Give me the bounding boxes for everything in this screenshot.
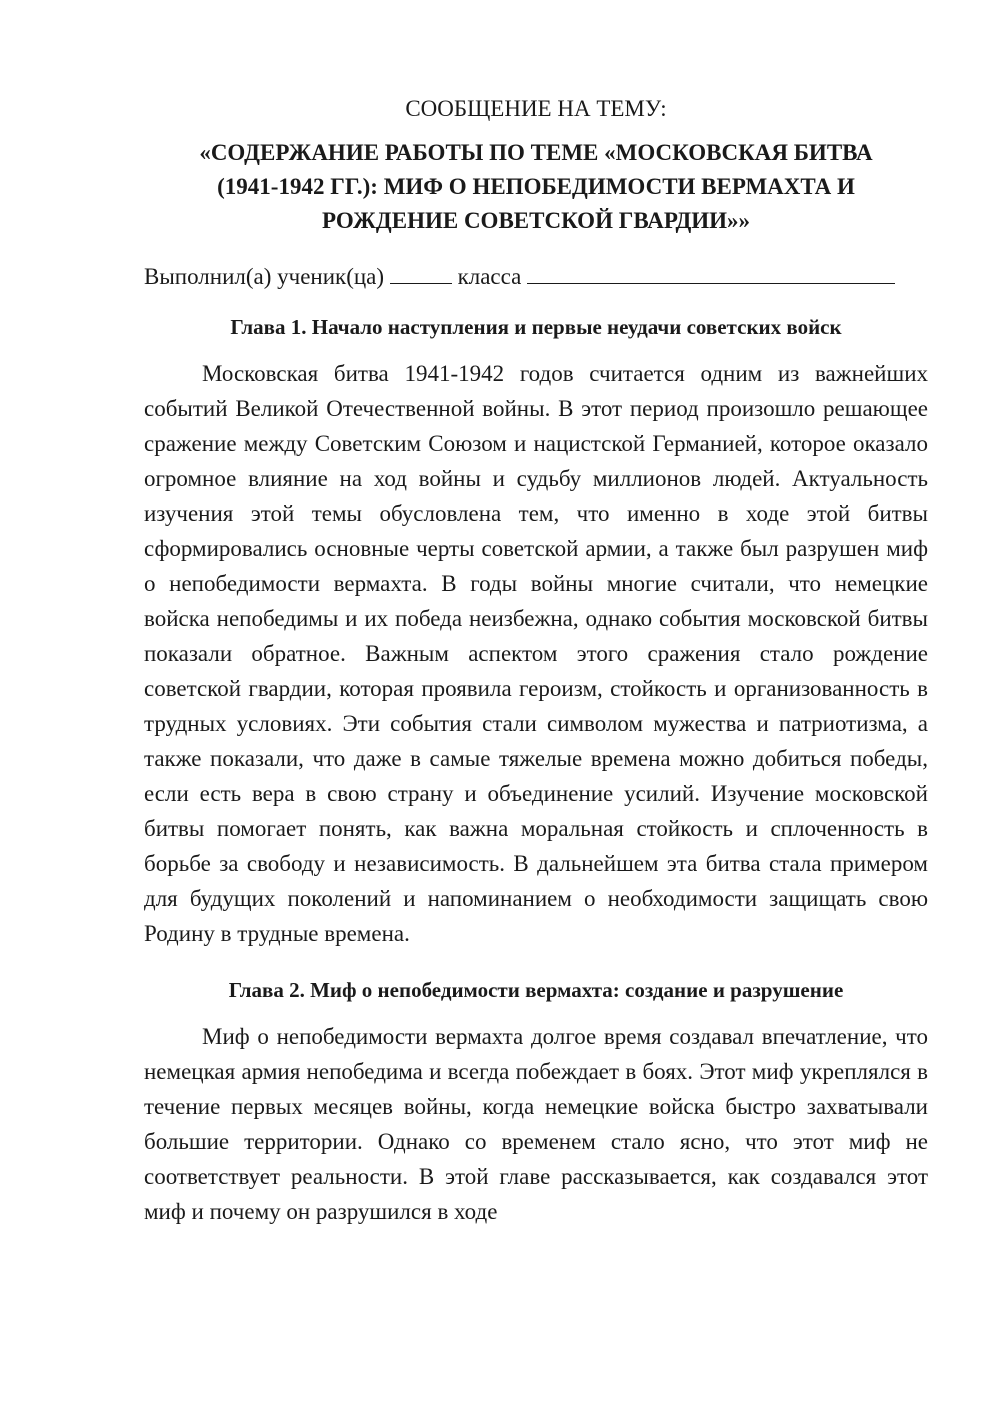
class-blank-field xyxy=(390,261,452,284)
title-line-2: (1941-1942 ГГ.): МИФ О НЕПОБЕДИМОСТИ ВЕРМАХТА И xyxy=(217,174,855,199)
chapter-2-paragraph: Миф о непобедимости вермахта долгое время создавал впечатление, что немецкая армия непобедима и всегда побеждает в боях. Этот миф укреплялся в течение первых месяцев войны, когда немецкие войска быстро захватывали большие территории. Однако со временем стало ясно, что этот миф не соответствует реальности. В этой главе рассказывается, как создавался этот миф и почему он разрушился в ходе xyxy=(144,1024,928,1224)
chapter-1-paragraph: Московская битва 1941-1942 годов считается одним из важнейших событий Великой Отечественной войны. В этот период произошло решающее сражение между Советским Союзом и нацистской Германией, которое оказало огромное влияние на ход войны и судьбу миллионов людей. Актуальность изучения этой темы обусловлена тем, что именно в ходе этой битвы сформировались основные черты советской армии, а также был разрушен миф о непобедимости вермахта. В годы войны многие считали, что немецкие войска непобедимы и их победа неизбежна, однако события московской битвы показали обратное. Важным аспектом этого сражения стало рождение советской гвардии, которая проявила героизм, стойкость и организованность в трудных условиях. Эти события стали символом мужества и патриотизма, а также показали, что даже в самые тяжелые времена можно добиться победы, если есть вера в свою страну и объединение усилий. Изучение московской битвы помогает понять, как важна моральная стойкость и сплоченность в борьбе за свободу и независимость. В дальнейшем эта битва стала примером для будущих поколений и напоминанием о необходимости защищать свою Родину в трудные времена. xyxy=(144,361,928,946)
document-header: СООБЩЕНИЕ НА ТЕМУ: xyxy=(405,96,667,121)
chapter-2-title: Глава 2. Миф о непобедимости вермахта: создание и разрушение xyxy=(228,978,844,1002)
chapter-1-title: Глава 1. Начало наступления и первые неудачи советских войск xyxy=(230,315,842,339)
author-line xyxy=(144,260,928,294)
document-page xyxy=(144,92,928,1229)
title-line-3: РОЖДЕНИЕ СОВЕТСКОЙ ГВАРДИИ»» xyxy=(321,208,751,233)
author-prefix: Выполнил(а) ученик(ца) xyxy=(144,264,385,289)
name-blank-field xyxy=(527,261,895,284)
document-title xyxy=(144,136,928,238)
author-class-label: класса xyxy=(457,264,522,289)
title-line-1: «СОДЕРЖАНИЕ РАБОТЫ ПО ТЕМЕ «МОСКОВСКАЯ БИТВА xyxy=(199,140,873,165)
